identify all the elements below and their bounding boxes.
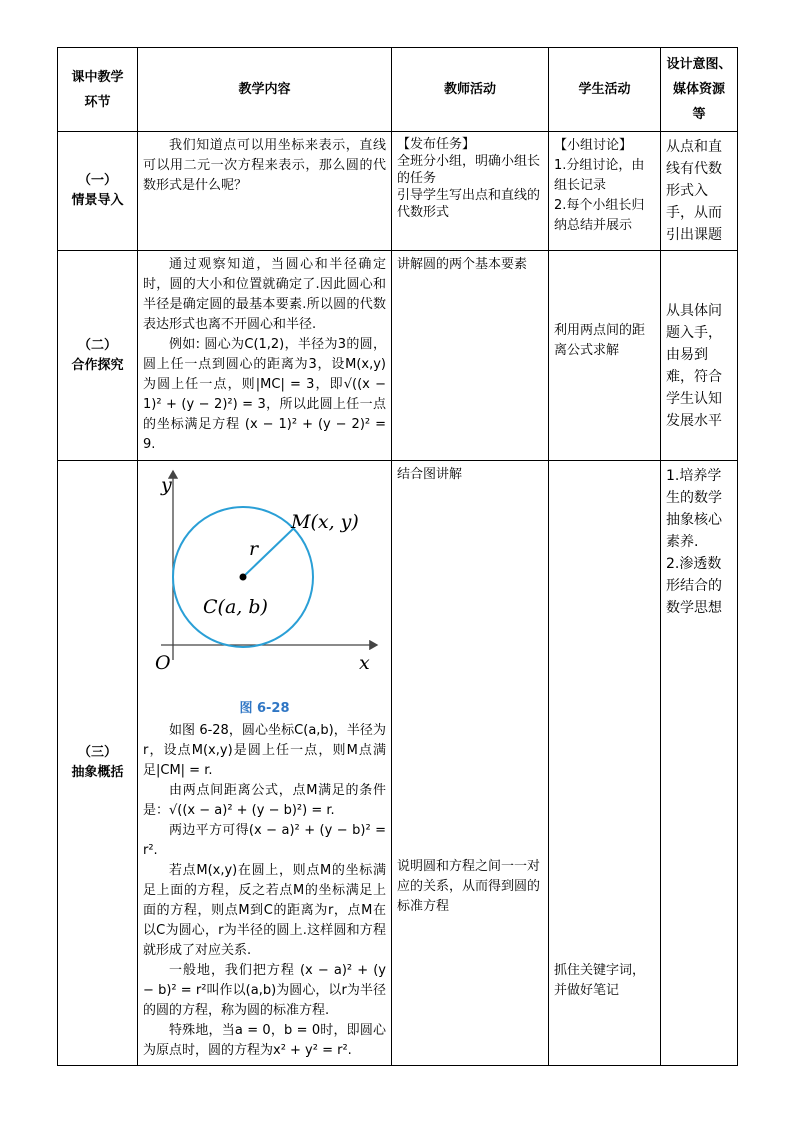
section-number: （一）	[77, 173, 117, 188]
student-line: 【小组讨论】	[554, 138, 633, 153]
lesson-plan-table	[57, 47, 738, 1066]
content-paragraph: 由两点间距离公式，点M满足的条件是：√((x − a)² + (y − b)²) = r.	[143, 783, 386, 818]
header-student: 学生活动	[549, 48, 661, 132]
center-point	[240, 574, 247, 581]
teacher-line: 【发布任务】	[397, 137, 476, 152]
content-paragraph: 若点M(x,y)在圆上，则点M的坐标满足上面的方程，反之若点M的坐标满足上面的方程，则点M到C的距离为r，点M在以C为圆心，r为半径的圆上.这样圆和方程就形成了对应关系.	[143, 863, 386, 958]
content-paragraph: 一般地，我们把方程 (x − a)² + (y − b)² = r²叫作以(a,b)为圆心，以r为半径的圆的方程，称为圆的标准方程.	[143, 963, 386, 1018]
header-intent-line3: 等	[692, 107, 706, 122]
intent-text: 从点和直线有代数形式入手，从而引出课题	[666, 139, 722, 243]
header-intent-line2: 媒体资源	[672, 82, 725, 97]
intent-text: 1.培养学生的数学抽象核心素养.	[666, 468, 722, 550]
header-stage	[58, 48, 138, 132]
content-paragraph: 例如: 圆心为C(1,2)，半径为3的圆，圆上任一点到圆心的距离为3，设M(x,y)为圆上任一点，则|MC| = 3，即√((x − 1)² + (y − 2)²) = 3，所以此圆上任一点的坐标满足方程 (x − 1)² + (y − 2)² = 9.	[143, 337, 386, 452]
origin-label: O	[155, 652, 171, 674]
intent-abstract	[661, 461, 738, 1066]
student-intro	[549, 132, 661, 251]
row-intro	[58, 132, 738, 251]
content-paragraph: 通过观察知道，当圆心和半径确定时，圆的大小和位置就确定了.因此圆心和半径是确定圆的最基本要素.所以圆的代数表达形式也离不开圆心和半径.	[143, 257, 386, 332]
section-explore	[58, 251, 138, 461]
header-stage-line1: 课中教学	[71, 69, 124, 85]
student-line: 1.分组讨论，由组长记录	[554, 158, 645, 193]
student-line: 2.每个小组长归纳总结并展示	[554, 198, 645, 233]
row-abstract	[58, 461, 738, 1066]
x-axis-label: x	[359, 652, 370, 674]
teacher-line: 全班分小组，明确小组长的任务	[397, 154, 541, 186]
content-abstract	[138, 461, 392, 1066]
point-label: M(x, y)	[291, 511, 359, 533]
header-intent	[661, 48, 738, 132]
section-number: （二）	[77, 337, 117, 353]
figure-caption: 图 6-28	[239, 701, 290, 716]
teacher-explore	[392, 251, 549, 461]
teacher-line: 引导学生写出点和直线的代数形式	[397, 188, 541, 220]
teacher-abstract	[392, 461, 549, 1066]
content-paragraph: 我们知道点可以用坐标来表示，直线可以用二元一次方程来表示，那么圆的代数形式是什么呢？	[143, 138, 386, 193]
content-paragraph: 如图 6-28，圆心坐标C(a,b)，半径为r，设点M(x,y)是圆上任一点，则M点满足|CM| = r.	[143, 723, 386, 778]
teacher-line: 结合图讲解	[397, 467, 463, 482]
teacher-line: 说明圆和方程之间一一对应的关系，从而得到圆的标准方程	[397, 859, 541, 914]
teacher-intro	[392, 132, 549, 251]
section-title: 抽象概括	[71, 765, 124, 780]
spacer	[397, 485, 543, 857]
student-abstract	[549, 461, 661, 1066]
circle-diagram	[143, 465, 385, 693]
intent-intro	[661, 132, 738, 251]
content-paragraph: 两边平方可得(x − a)² + (y − b)² = r².	[143, 823, 386, 858]
section-abstract	[58, 461, 138, 1066]
center-label: C(a, b)	[203, 596, 268, 618]
header-content: 教学内容	[138, 48, 392, 132]
y-axis-label: y	[161, 474, 172, 496]
radius-label: r	[249, 538, 259, 560]
header-stage-line2: 环节	[84, 94, 111, 110]
section-title: 合作探究	[71, 357, 124, 373]
student-line: 抓住关键字词，并做好笔记	[554, 963, 646, 998]
spacer	[554, 465, 655, 961]
content-paragraph: 特殊地，当a = 0，b = 0时，即圆心为原点时，圆的方程为x² + y² = r².	[143, 1023, 386, 1058]
section-intro	[58, 132, 138, 251]
header-teacher: 教师活动	[392, 48, 549, 132]
header-row	[58, 48, 738, 132]
row-explore	[58, 251, 738, 461]
student-explore	[549, 251, 661, 461]
content-intro	[138, 132, 392, 251]
section-title: 情景导入	[71, 193, 124, 208]
teacher-line: 讲解圆的两个基本要素	[397, 257, 528, 272]
circle-figure	[143, 465, 386, 695]
section-number: （三）	[77, 745, 117, 760]
student-line: 利用两点间的距离公式求解	[554, 322, 646, 358]
content-explore	[138, 251, 392, 461]
intent-explore	[661, 251, 738, 461]
intent-text: 2.渗透数形结合的数学思想	[666, 556, 722, 616]
intent-text: 从具体问题入手，由易到难，符合学生认知发展水平	[666, 302, 722, 429]
header-intent-line1: 设计意图、	[666, 57, 732, 72]
